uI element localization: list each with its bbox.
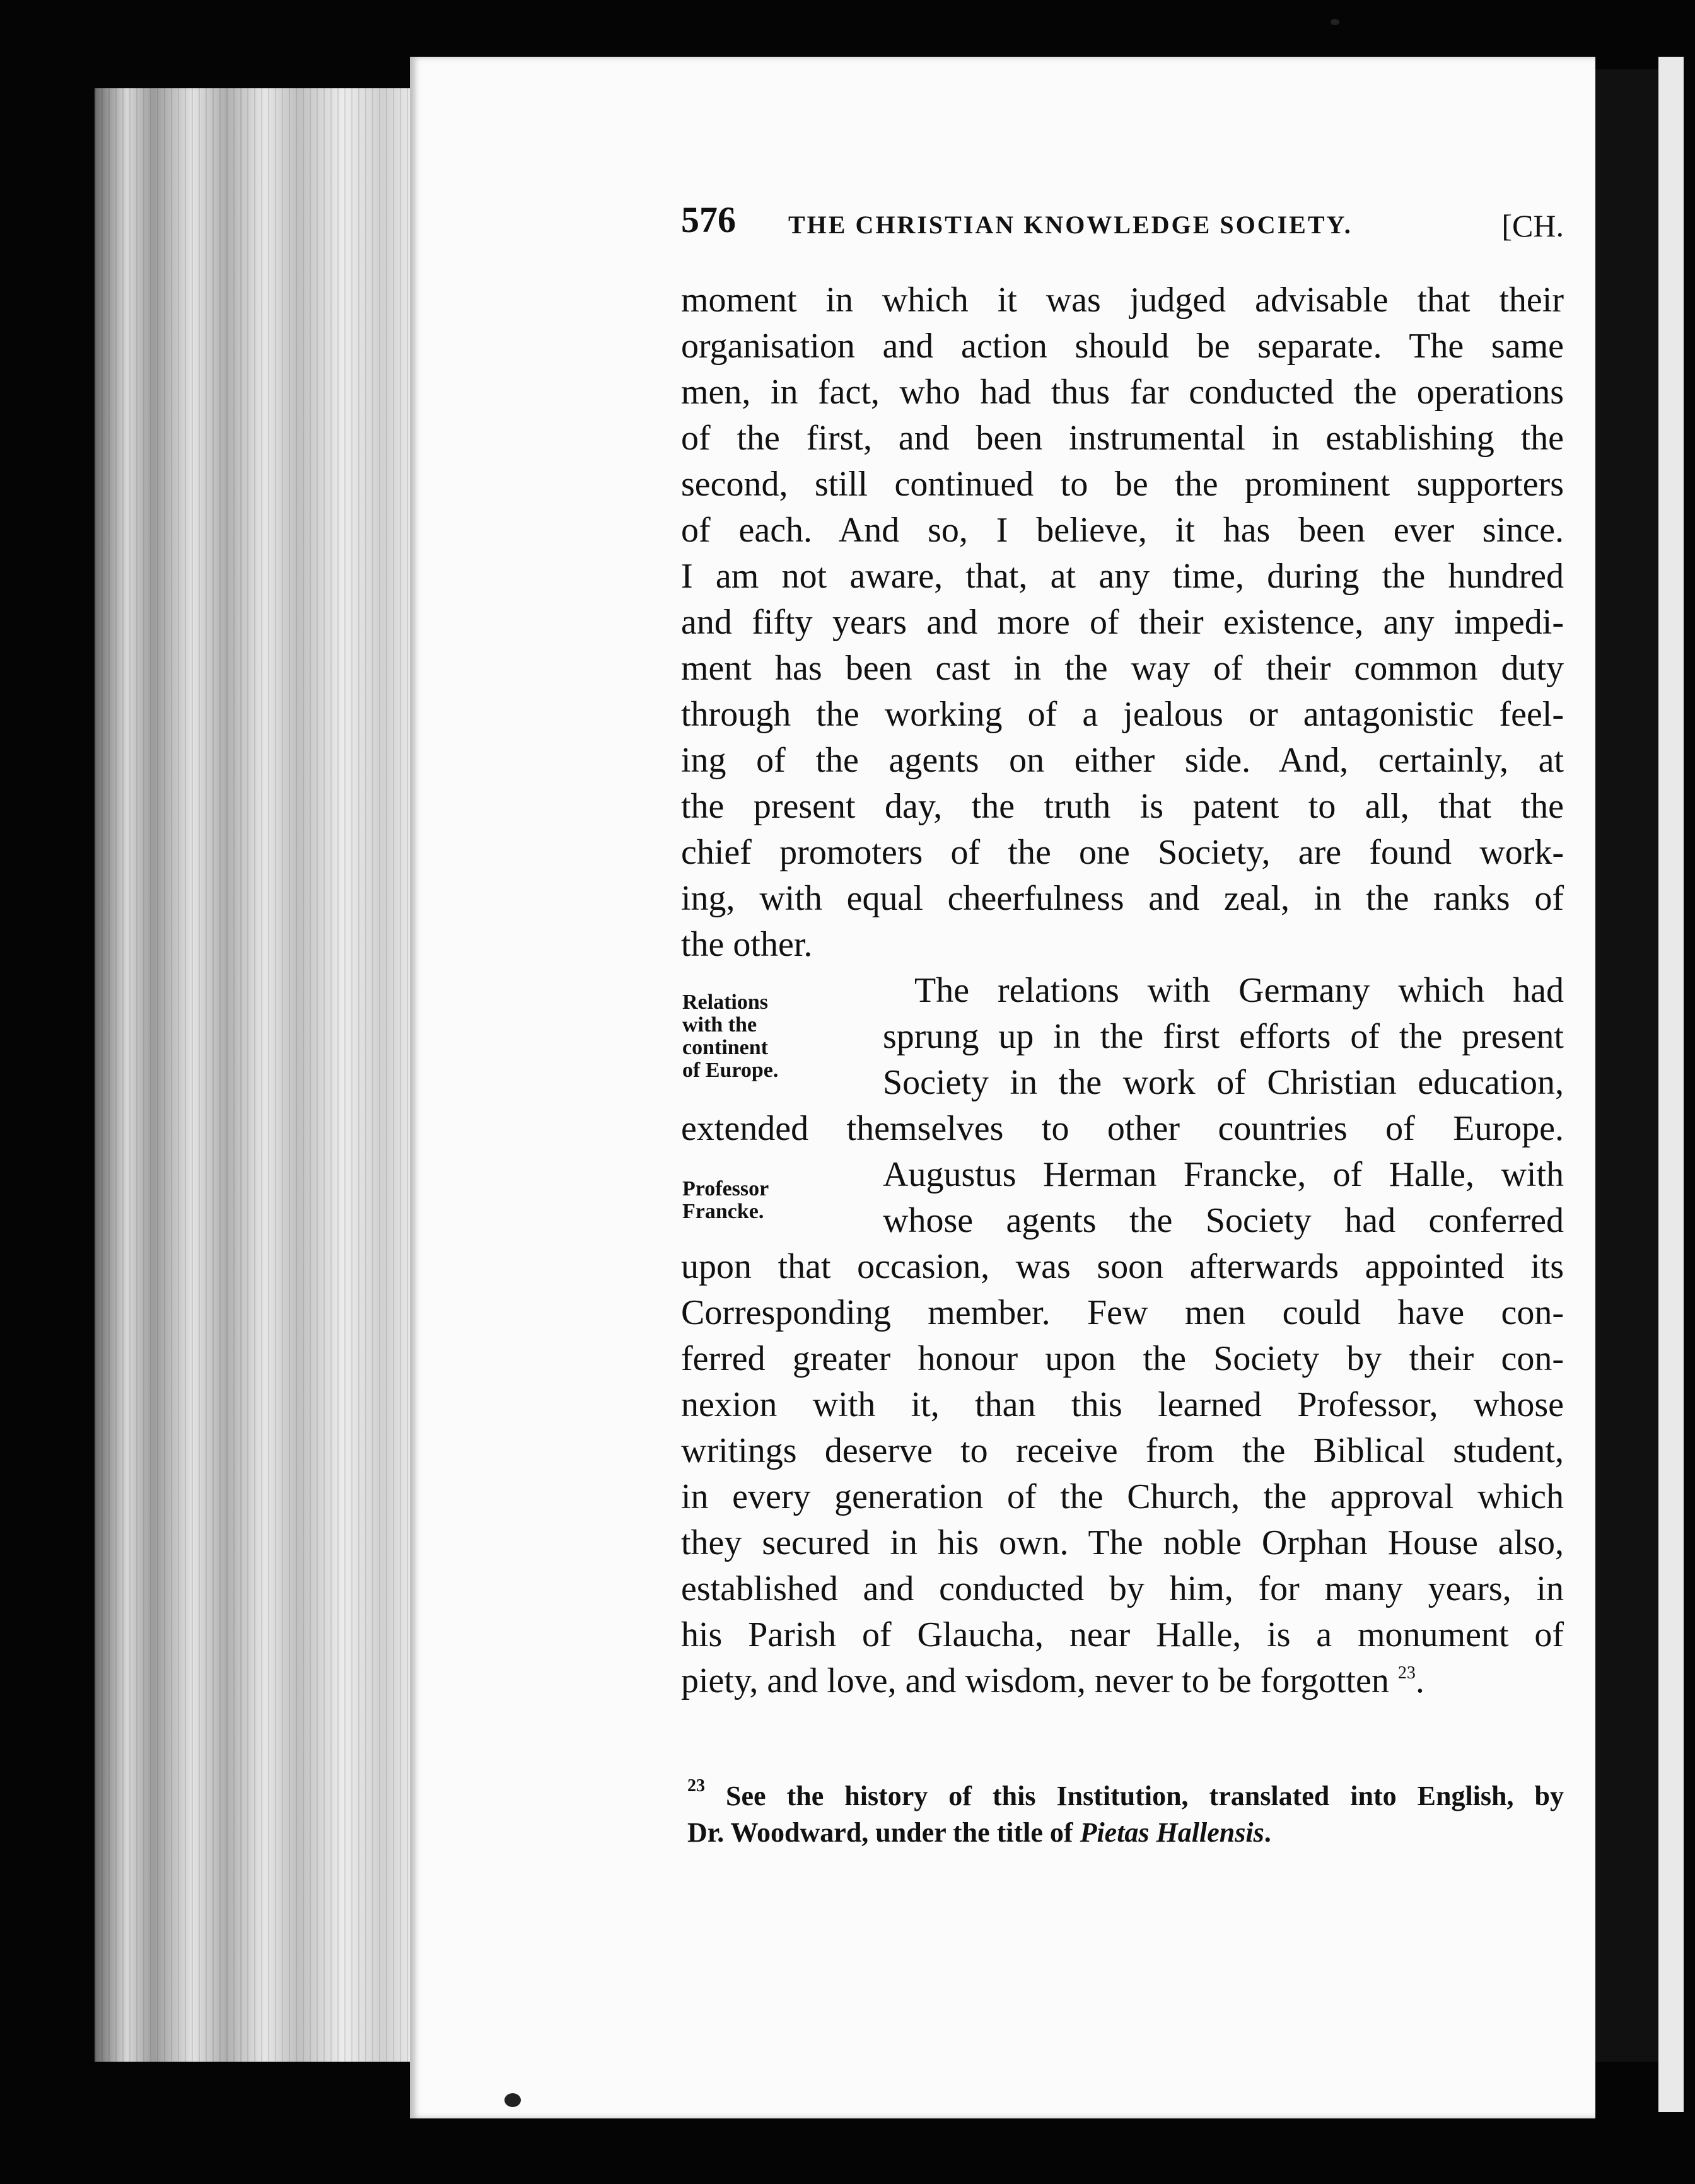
text-line: moment in which it was judged advisable that their (681, 281, 1564, 320)
sidenote-line: with the (682, 1013, 757, 1037)
text-line: second, still continued to be the prominent supporters (681, 465, 1564, 504)
sidenote-line: Francke. (682, 1200, 764, 1223)
text-line: I am not aware, that, at any time, during the hundred (681, 557, 1564, 596)
footnote-number: 23 (687, 1776, 705, 1796)
body-text (681, 277, 1564, 1704)
footnote-line (687, 1815, 1564, 1851)
text-line: chief promoters of the one Society, are found work- (681, 833, 1564, 872)
text-line: piety, and love, and wisdom, never to be forgotten (681, 1661, 1389, 1700)
running-title: THE CHRISTIAN KNOWLEDGE SOCIETY. (788, 211, 1353, 239)
footnote-text: See the history of this Institution, translated into English, by (726, 1780, 1564, 1811)
text-line: established and conducted by him, for many years, in (681, 1569, 1564, 1608)
text-line: Augustus Herman Francke, of Halle, with (883, 1155, 1564, 1194)
sidenote-line: Relations (682, 990, 768, 1014)
footnote-text: Dr. Woodward, under the title of (687, 1817, 1073, 1848)
text-line: writings deserve to receive from the Biblical student, (681, 1431, 1564, 1470)
text-line: ing of the agents on either side. And, certainly, at (681, 741, 1564, 780)
text-line: extended themselves to other countries of Europe. (681, 1109, 1564, 1148)
text-line: the other. (681, 925, 813, 964)
sentence-end: . (1415, 1661, 1424, 1700)
text-line: and fifty years and more of their existence, any impedi- (681, 603, 1564, 642)
text-line: nexion with it, than this learned Professor, whose (681, 1385, 1564, 1424)
sidenote-relations (682, 991, 778, 1082)
text-line: The relations with Germany which had (914, 971, 1564, 1010)
text-line: in every generation of the Church, the approval which (681, 1477, 1564, 1516)
sidenote-francke (682, 1178, 769, 1223)
text-line: of the first, and been instrumental in establishing the (681, 419, 1564, 458)
footnote-reference: 23 (1397, 1663, 1416, 1683)
text-line: whose agents the Society had conferred (883, 1201, 1564, 1240)
text-line: Society in the work of Christian education, (883, 1063, 1564, 1102)
text-line: Corresponding member. Few men could have con- (681, 1293, 1564, 1332)
text-line: his Parish of Glaucha, near Halle, is a monument of (681, 1615, 1564, 1654)
text-line: the present day, the truth is patent to all, that the (681, 787, 1564, 826)
facing-page-edge (1658, 57, 1684, 2112)
footnote-end: . (1264, 1817, 1271, 1848)
page-stack-edges (95, 88, 422, 2062)
text-line: upon that occasion, was soon afterwards appointed its (681, 1247, 1564, 1286)
text-line: sprung up in the first efforts of the present (883, 1017, 1564, 1056)
text-line: they secured in his own. The noble Orphan House also, (681, 1523, 1564, 1562)
text-line: men, in fact, who had thus far conducted the operations (681, 373, 1564, 412)
page-number: 576 (681, 199, 736, 240)
scan-speck (504, 2093, 521, 2107)
text-line: ment has been cast in the way of their common duty (681, 649, 1564, 688)
chapter-marker: [CH. (1501, 208, 1564, 243)
sidenote-line: of Europe. (682, 1059, 779, 1082)
text-line: organisation and action should be separate. The same (681, 327, 1564, 366)
running-head (681, 199, 1564, 249)
text-line: through the working of a jealous or antagonistic feel- (681, 695, 1564, 734)
footnote (687, 1778, 1564, 1851)
text-line: of each. And so, I believe, it has been ever since. (681, 511, 1564, 550)
footnote-line (687, 1778, 1564, 1815)
scan-speck (1331, 19, 1339, 25)
text-line: ferred greater honour upon the Society by their con- (681, 1339, 1564, 1378)
book-title: Pietas Hallensis (1080, 1817, 1264, 1848)
text-line-final (681, 1658, 1564, 1704)
sidenote-line: continent (682, 1036, 768, 1059)
sidenote-line: Professor (682, 1177, 769, 1200)
text-line: ing, with equal cheerfulness and zeal, in the ranks of (681, 879, 1564, 918)
book-gutter-shadow (1595, 69, 1665, 2062)
